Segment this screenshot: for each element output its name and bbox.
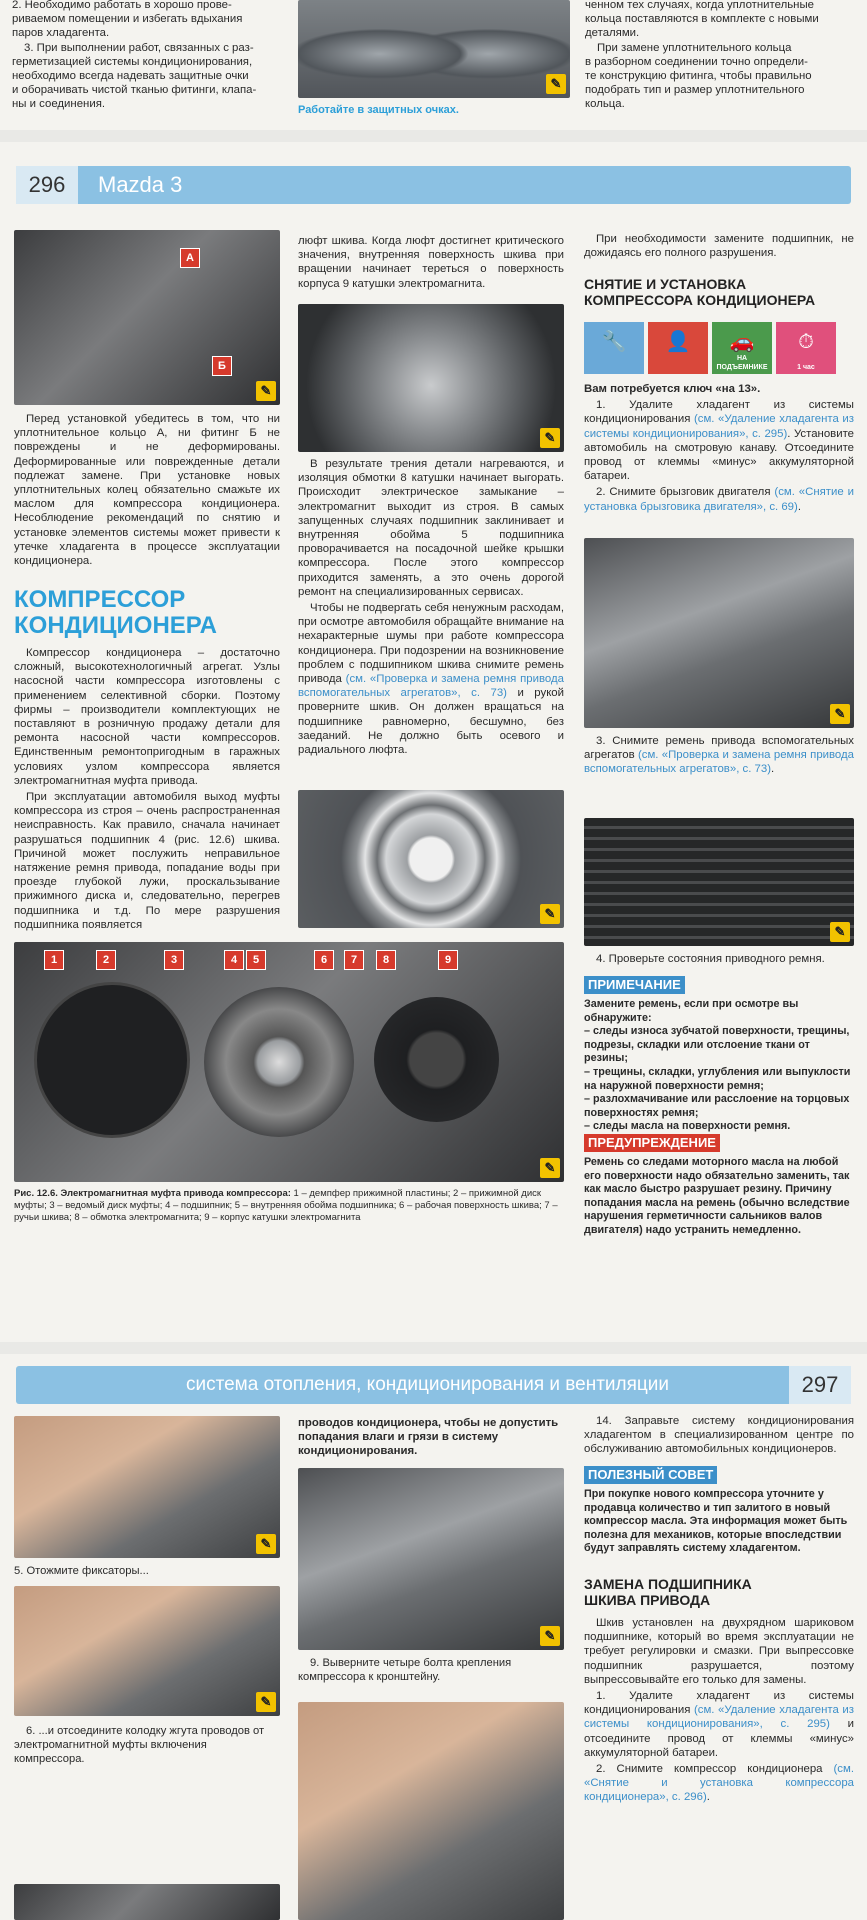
paragraph: Шкив установлен на двухрядном шариковом подшипнике, который во время эксплуатации не требует регулировки и смазки. При выпрессовке подшипник разрушается, поэтому выпрессовывайте его только для замены. [584, 1617, 854, 1686]
text-span: . Установите автомобиль на смотровую канаву. Отсоедините провод от клеммы «минус» аккумуляторной батареи. [584, 427, 854, 483]
paragraph [298, 601, 564, 757]
col2-top [298, 234, 564, 293]
warning-text: Ремень со следами моторного масла на любой его поверхности надо обязательно заменить, так как масло быстро разрушает резину. Причину попадания масла на ремень (обычно вследствие нарушения герметичности сальников валов двигателя) надо устранить немедленно. [584, 1156, 850, 1236]
col3-intro [584, 232, 854, 262]
figure-caption-title: Рис. 12.6. Электромагнитная муфта привода компрессора: [14, 1188, 291, 1199]
paragraph: При необходимости замените подшипник, не дожидаясь его полного разрушения. [584, 233, 854, 260]
fig-label-7: 7 [344, 950, 364, 970]
col2-body [298, 457, 564, 759]
text-line: подобрать тип и размер уплотнительного [585, 84, 805, 97]
step-5-caption: 5. Отожмите фиксаторы... [14, 1565, 149, 1577]
wrench-icon: ✎ [256, 1534, 276, 1554]
paragraph: проводов кондиционера, чтобы не допустить попадания влаги и грязи в систему кондиционирования. [298, 1417, 559, 1458]
text-line: и оборачивать чистой тканью фитинги, клапа- [12, 84, 257, 97]
text-span: и отсоедините провод от клеммы «минус» аккумуляторной батареи. [584, 1718, 854, 1759]
cross-reference-link[interactable]: (см. «Удаление хладагента из системы кондиционирования», с. 295) [584, 413, 854, 440]
note-line: – следы масла на поверхности ремня. [584, 1120, 791, 1133]
step-6-caption: 6. ...и отсоедините колодку жгута проводов от электромагнитной муфты включения компрессора. [14, 1725, 265, 1765]
connector-photo-2 [14, 1586, 280, 1716]
goggles-photo [298, 0, 570, 98]
text-line: ченном тех случаях, когда уплотнительные [585, 0, 814, 11]
subsection-title-bearing [584, 1576, 854, 1608]
wrench-icon: ✎ [830, 704, 850, 724]
text-span: и рукой проверните шкив. Он должен вращаться на подшипнике равномерно, бесшумно, без заеданий. Не должно быть осевого и радиального люфта. [298, 687, 565, 757]
step-14: 14. Заправьте систему кондиционирования хладагентом в специализированном центре по обслуживанию автомобильных кондиционеров. [584, 1415, 854, 1456]
step-2 [584, 485, 854, 513]
coil-shape [374, 997, 499, 1122]
tip-body [584, 1488, 854, 1556]
note-line: – следы износа зубчатой поверхности, трещины, подрезы, складки или отслоение ткани от резины; [584, 1025, 850, 1065]
wrench-icon: ✎ [540, 1158, 560, 1178]
page-296 [0, 142, 867, 1342]
text-span: Чтобы не подвергать себя ненужным расходам, при осмотре автомобиля обращайте внимание на нехарактерные шумы при работе компрессора кондиционера. При подозрении на возникновение проблем с подшипником шкива снимите ремень привода [298, 602, 564, 686]
text-span: 3. Снимите ремень привода вспомогательных агрегатов [584, 735, 854, 762]
section-title-line: КОМПРЕССОР [14, 586, 186, 613]
note-body [584, 998, 854, 1134]
callout-b: Б [212, 356, 232, 376]
warning-body [584, 1156, 854, 1238]
compressor-removal-photo [298, 1702, 564, 1920]
cross-reference-link[interactable]: (см. «Проверка и замена ремня привода вспомогательных агрегатов», с. 73) [298, 673, 564, 700]
brand-title: Mazda 3 [98, 172, 183, 197]
icon-label: 1 час [797, 364, 815, 371]
text-line: При замене уплотнительного кольца [597, 41, 792, 54]
wrench-icon: ✎ [256, 381, 276, 401]
callout-a: А [180, 248, 200, 268]
text-span: . [771, 763, 775, 776]
paragraph: Перед установкой убедитесь в том, что ни уплотнительное кольцо А, ни фитинг Б не повреждены и не деформированы. Деформированные или поврежденные детали подлежат замене. При установке новых уплотнительных колец обязательно смажьте их маслом для компрессора кондиционера. Несоблюдение рекомендаций по снятию и установке элементов системы может привести к утечке хладагента в процессе эксплуатации кондиционера. [14, 413, 280, 568]
wrench-icon: ✎ [546, 74, 566, 94]
text-line: в разборном соединении точно определи- [585, 55, 808, 68]
text-span: 2. Снимите компрессор кондиционера [596, 1763, 834, 1776]
tools-icon: 🔧 [584, 322, 644, 374]
section-title-compressor [14, 587, 217, 639]
figure-caption [14, 1188, 564, 1224]
wrench-icon: ✎ [540, 1626, 560, 1646]
paragraph: В результате трения детали нагреваются, и изоляция обмотки 8 катушки начинает выгорать. Происходит электрическое замыкание – электромагнит выходит из строя. В самых запущенных случаях подшипник заклинивает и внутренняя обойма 5 подшипника проворачивается на посадочной шейке крышки компрессора. После этого компрессор приходится заменять, а это очень дорогой ремонт на специализированных сервисах. [298, 458, 564, 598]
text-line: паров хладагента. [12, 27, 110, 40]
step-4: 4. Проверьте состояния приводного ремня. [596, 953, 825, 965]
step-3 [584, 734, 854, 777]
fig-label-2: 2 [96, 950, 116, 970]
col3-step4 [584, 952, 854, 968]
wrench-icon: ✎ [540, 904, 560, 924]
subsection-title-line: КОМПРЕССОРА КОНДИЦИОНЕРА [584, 292, 816, 308]
page-fragment-top [0, 0, 867, 130]
note-line: – трещины, складки, углубления или выпуклости на наружной поверхности ремня; [584, 1065, 851, 1092]
col1-body [14, 646, 280, 934]
page-header [16, 1366, 851, 1404]
text-line: 2. Необходимо работать в хорошо прове- [12, 0, 232, 11]
top-left-text [12, 0, 282, 112]
fitting-photo [14, 230, 280, 405]
page-header [16, 166, 851, 204]
section-title-line: КОНДИЦИОНЕРА [14, 612, 218, 639]
belt-photo [584, 818, 854, 946]
page-number: 296 [16, 166, 78, 204]
bearing-step-1 [584, 1689, 854, 1760]
photo-partial [14, 1884, 280, 1920]
cross-reference-link[interactable]: (см. «Снятие и установка брызговика двигателя», с. 69) [584, 486, 854, 513]
col1-intro [14, 412, 280, 570]
wrench-icon: ✎ [256, 1692, 276, 1712]
fig-label-5: 5 [246, 950, 266, 970]
chapter-title: система отопления, кондиционирования и вентиляции [186, 1374, 670, 1395]
paragraph: люфт шкива. Когда люфт достигнет критического значения, внутренняя поверхность шкива при вращении начинает тереться о поверхность корпуса 9 катушки электромагнита. [298, 235, 564, 290]
page-number: 297 [789, 1366, 851, 1404]
note-line: Замените ремень, если при осмотре вы обнаружите: [584, 998, 799, 1024]
lift-icon: 🚗 НА ПОДЪЕМНИКЕ [712, 322, 772, 374]
subsection-title-line: ЗАМЕНА ПОДШИПНИКА [584, 1576, 752, 1592]
col3-step14 [584, 1414, 854, 1459]
fig-label-1: 1 [44, 950, 64, 970]
col3-bearing-text [584, 1616, 854, 1807]
cross-reference-link[interactable]: (см. «Снятие и установка компрессора кондиционера», с. 296) [584, 1763, 854, 1804]
fig-label-3: 3 [164, 950, 184, 970]
fig-label-4: 4 [224, 950, 244, 970]
warning-heading: ПРЕДУПРЕЖДЕНИЕ [584, 1134, 720, 1152]
top-right-text [585, 0, 855, 112]
text-span: 1. Удалите хладагент из системы кондиционирования [584, 1690, 854, 1717]
subsection-title-removal [584, 276, 854, 308]
text-line: герметизацией системы кондиционирования, [12, 55, 253, 68]
step-1 [584, 398, 854, 483]
pulley-wear-photo [298, 304, 564, 452]
connector-photo-1 [14, 1416, 280, 1558]
step-9-caption: 9. Выверните четыре болта крепления компрессора к кронштейну. [298, 1657, 512, 1683]
text-line: кольца. [585, 98, 625, 111]
col3-step3 [584, 734, 854, 779]
fig-label-9: 9 [438, 950, 458, 970]
paragraph: При эксплуатации автомобиля выход муфты компрессора из строя – очень распространенная неисправность. Как правило, сначала начинает разрушаться подшипник 4 (рис. 12.6) шкива. Причиной может послужить неправильное натяжение ремня привода, попадание воды при проезде глубокой лужи, проскальзывание прижимного диска и, следовательно, перегрев подшипника и т.д. По мере разрушения подшипника появляется [14, 791, 280, 931]
text-line: ны и соединения. [12, 98, 106, 111]
fig-label-6: 6 [314, 950, 334, 970]
belt-drive-photo [584, 538, 854, 728]
tip-text: При покупке нового компрессора уточните у продавца количество и тип залитого в новый компрессор масла. Эта информация может быть полезна для механиков, которые впоследствии будут заправлять систему хладагентом. [584, 1488, 848, 1555]
pressure-plate-shape [34, 982, 190, 1138]
cross-reference-link[interactable]: (см. «Удаление хладагента из системы кондиционирования», с. 295) [584, 1704, 854, 1731]
note-line: – разлохмачивание или расслоение на торцовых поверхностях ремня; [584, 1093, 850, 1119]
text-span: 1. Удалите хладагент из системы кондиционирования [584, 399, 854, 426]
col2-top [298, 1416, 564, 1459]
wrench-icon: ✎ [540, 428, 560, 448]
note-heading: ПРИМЕЧАНИЕ [584, 976, 685, 994]
goggles-caption: Работайте в защитных очках. [298, 104, 459, 116]
text-line: кольца поставляются в комплекте с новыми [585, 13, 819, 26]
text-span: . [797, 500, 801, 513]
icon-label: НА ПОДЪЕМНИКЕ [716, 355, 768, 371]
cross-reference-link[interactable]: (см. «Проверка и замена ремня привода вспомогательных агрегатов», с. 73) [584, 749, 855, 776]
text-span: . [706, 1791, 710, 1804]
clock-icon: ⏱ 1 час [776, 322, 836, 374]
key-requirement: Вам потребуется ключ «на 13». [584, 383, 761, 395]
wrench-icon: ✎ [830, 922, 850, 942]
text-line: 3. При выполнении работ, связанных с раз- [24, 41, 254, 54]
col3-steps [584, 382, 854, 516]
figure-caption-text: 1 – демпфер прижимной пластины; 2 – прижимной диск муфты; 3 – ведомый диск муфты; 4 – подшипник; 5 – внутренняя обойма подшипника; 6 – рабочая поверхность шкива; 7 – ручьи шкива; 8 – обмотка электромагнита; 9 – корпус катушки электромагнита [14, 1188, 558, 1223]
page-297 [0, 1354, 867, 1920]
bearing-photo [298, 790, 564, 928]
text-line: необходимо всегда надевать защитные очки [12, 70, 249, 83]
pulley-shape [204, 987, 354, 1137]
text-line: риваемом помещении и избегать вдыхания [12, 13, 243, 26]
fig-label-8: 8 [376, 950, 396, 970]
text-line: деталями. [585, 27, 640, 40]
clutch-figure [14, 942, 564, 1182]
bearing-step-2 [584, 1762, 854, 1805]
text-span: 2. Снимите брызговик двигателя [596, 486, 775, 499]
tip-heading: ПОЛЕЗНЫЙ СОВЕТ [584, 1466, 717, 1484]
text-line: те конструкцию фитинга, чтобы правильно [585, 70, 812, 83]
job-icons [584, 322, 836, 374]
mechanic-icon: 👤 [648, 322, 708, 374]
paragraph: Компрессор кондиционера – достаточно сложный, высокотехнологичный агрегат. Узлы насосной части компрессора изготовлены с применением селективной сборки. Поэтому фирмы – производители комплектующих не поставляют в розничную продажу детали для ремонта насосной части компрессоров. Единственным ремонтопригодным в гаражных условиях узлом компрессора является электромагнитная муфта привода. [14, 647, 280, 787]
subsection-title-line: ШКИВА ПРИВОДА [584, 1592, 711, 1608]
subsection-title-line: СНЯТИЕ И УСТАНОВКА [584, 276, 747, 292]
compressor-bolts-photo [298, 1468, 564, 1650]
